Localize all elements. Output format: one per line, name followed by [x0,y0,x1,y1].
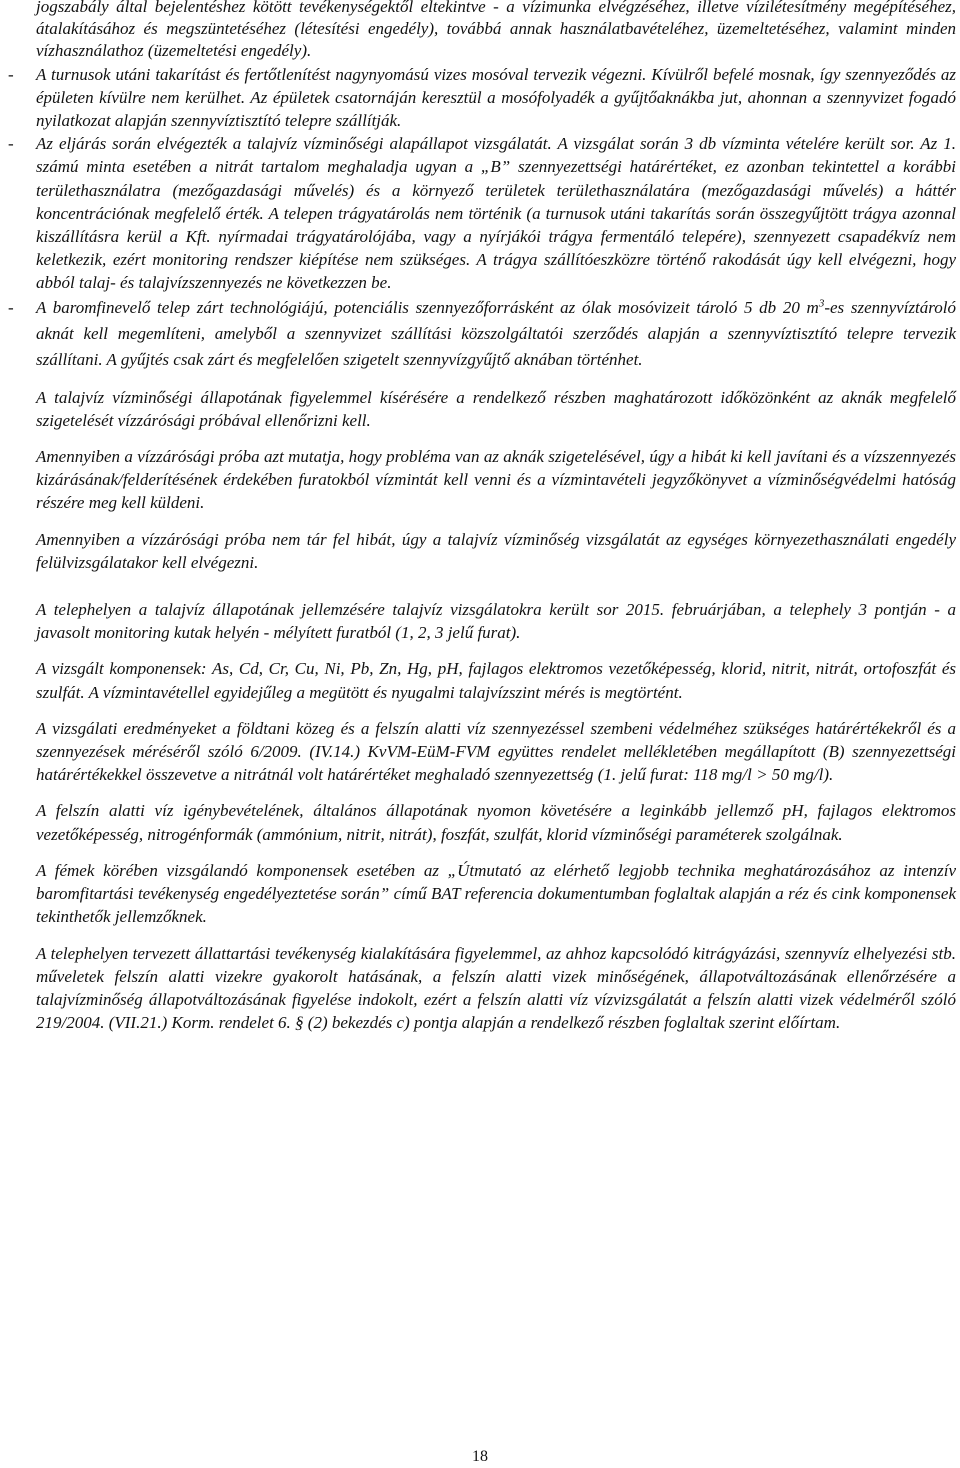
intro-paragraph: jogszabály által bejelentéshez kötött tevékenységektől eltekintve - a vízimunka elvégzéséhez, illetve vízilétesítmény megépítéséhez, átalakításához és megszüntetéséhez (létesítési engedély), továbbá annak használatbavételéhez, üzemeltetéséhez, valamint minden vízhasználathoz (üzemeltetési engedély). [36,0,956,61]
document-body [8,0,956,1034]
bullet-dash: - [8,134,14,154]
paragraph-1: A talajvíz vízminőségi állapotának figyelemmel kísérésére a rendelkező részben maghatározott időközönként az aknák megfelelő szigetelését vízzárósági próbával ellenőrizni kell. [36,387,956,430]
bullet-item-2 [8,132,956,294]
paragraph-9: A telephelyen tervezett állattartási tevékenység kialakítására figyelemmel, az ahhoz kapcsolódó kitrágyázási, szennyvíz elhelyezési stb. műveletek felszín alatti vizekre gyakorolt hatásának, a felszín alatti vizek minőségének, állapotváltozásának ellenőrzésére a talajvízminőség állapotváltozásának figyelése indokolt, ezért a felszín alatti víz vízvizsgálatát a felszín alatti vizek védelméről szóló 219/2004. (VII.21.) Korm. rendelet 6. § (2) bekezdés c) pontja alapján a rendelkező részben foglaltak szerint előírtam. [36,943,956,1033]
paragraph-7: A felszín alatti víz igénybevételének, általános állapotának nyomon követésére a leginkább jellemző pH, fajlagos elektromos vezetőképesség, nitrogénformák (ammónium, nitrit, nitrát), foszfát, szulfát, klorid vízminőségi paraméterek szolgálnak. [36,801,956,844]
paragraph-8: A fémek körében vizsgálandó komponensek esetében az „Útmutató az elérhető legjobb technika meghatározásához az intenzív baromfitartási tevékenység engedélyeztetése során” című BAT referencia dokumentumban foglaltak alapján a réz és cink komponensek tekinthetők jellemzőknek. [36,860,956,927]
bullet-item-1 [8,63,956,133]
bullet-text-3 [36,295,956,373]
bullet-text-3-after: -es szennyvíztároló aknát kell megemlíteni, amelyből a szennyvizet szállítási közszolgáltatói szerződés alapján a szennyvíztisztító telepre tervezik szállítani. A gyűjtés csak zárt és megfelelően szigetelt szennyvízgyűjtő aknában történhet. [36,297,956,369]
paragraph-3: Amennyiben a vízzárósági próba nem tár fel hibát, úgy a talajvíz vízminőség vizsgálatát az egységes környezethasználati engedély felülvizsgálatakor kell elvégezni. [36,529,956,572]
page-number: 18 [472,1448,488,1465]
paragraph-5: A vizsgált komponensek: As, Cd, Cr, Cu, Ni, Pb, Zn, Hg, pH, fajlagos elektromos vezetőképesség, klorid, nitrit, nitrát, ortofoszfát és szulfát. A vízmintavétellel egyidejűleg a megütött és nyugalmi talajvízszint mérés is megtörtént. [36,659,956,702]
bullet-item-3 [8,295,956,373]
paragraph-2: Amennyiben a vízzárósági próba azt mutatja, hogy probléma van az aknák szigetelésével, úgy a hibát ki kell javítani és a vízszennyezés kizárásának/felderítésének érdekében furatokból vízmintát kell venni és a vízmintavételi jegyzőkönyvet a vízminőségvédelmi hatóság részére meg kell küldeni. [36,447,956,513]
paragraph-4: A telephelyen a talajvíz állapotának jellemzésére talajvíz vizsgálatokra került sor 2015. februárjában, a telephely 3 pontján - a javasolt monitoring kutak helyén - mélyített furatból (1, 2, 3 jelű furat). [36,600,956,643]
bullet-text-3-before: A baromfinevelő telep zárt technológiájú, potenciális szennyezőforrásként az ólak mosóvizeit tároló 5 db 20 m [36,297,819,317]
bullet-dash: - [8,64,14,84]
bullet-text-1: A turnusok utáni takarítást és fertőtlenítést nagynyomású vizes mosóval tervezik végezni. Kívülről befelé mosnak, így szennyeződés az épületen kívülre nem kerülhet. Az épületek csatornáján keresztül a mosófolyadék a gyűjtőaknákba jut, ahonnan a szennyvizet fogadó nyilatkozat alapján szennyvíztisztító telepre szállítják. [36,64,956,131]
bullet-dash: - [8,297,14,317]
superscript: 3 [818,296,825,309]
paragraph-6: A vizsgálati eredményeket a földtani közeg és a felszín alatti víz szennyezéssel szembeni védelméhez szükséges határértékekről és a szennyezések méréséről szóló 6/2009. (IV.14.) KvVM-EüM-FVM együttes rendelet mellékletében megállapított (B) szennyezettségi határértékekkel összevetve a nitrátnál volt határértéket meghaladó szennyezettség (1. jelű furat: 118 mg/l > 50 mg/l). [36,718,956,785]
bullet-text-2: Az eljárás során elvégezték a talajvíz vízminőségi alapállapot vizsgálatát. A vizsgálat során 3 db vízminta vételére került sor. Az 1. számú minta esetében a nitrát tartalom meghaladja ugyan a „B” szennyezettségi határértéket, ez azonban tekintettel a korábbi területhasználatra (mezőgazdasági művelés) és a környező területek területhasználatára (mezőgazdasági művelés) a háttér koncentrációnak megfelelő érték. A telepen trágyatárolás nem történik (a turnusok utáni takarítás során összegyűjtött trágya azonnal kiszállításra kerül a Kft. nyírmadai trágyatárolójába, vagy a nyírjákói trágya fermentáló telepére), szennyezett csapadékvíz nem keletkezik, ezért monitoring rendszer kiépítése nem szükséges. A trágya szállítóeszközre történő rakodását úgy kell elvégezni, hogy abból talaj- és talajvízszennyezés ne következzen be. [36,134,956,293]
